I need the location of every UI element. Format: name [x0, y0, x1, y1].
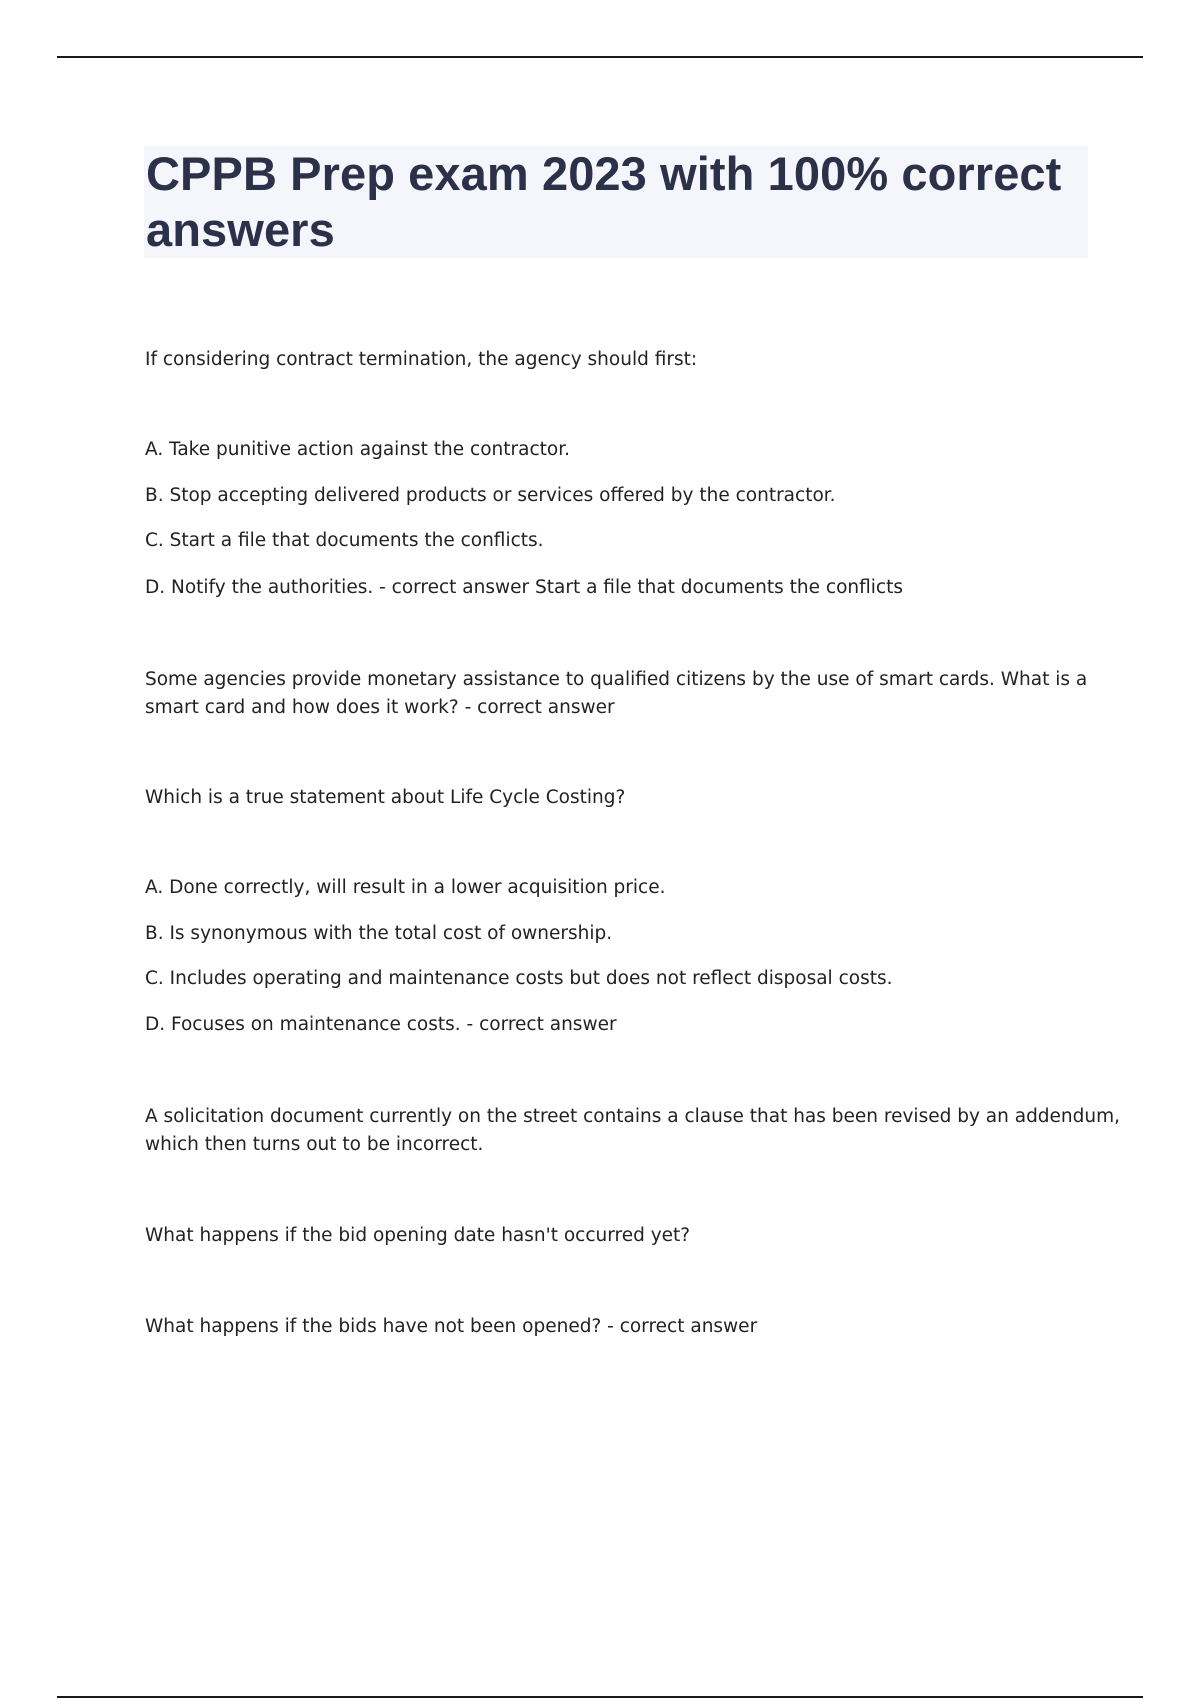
question-1-option-c: C. Start a file that documents the conflicts. — [145, 530, 544, 551]
question-4-subquestion-1: What happens if the bid opening date hasn't occurred yet? — [145, 1225, 691, 1246]
bottom-rule — [57, 1696, 1143, 1698]
question-3-text: Which is a true statement about Life Cycle Costing? — [145, 787, 626, 808]
top-rule — [57, 56, 1143, 58]
question-4-text-line-1: A solicitation document currently on the street contains a clause that has been revised by an addendum, — [145, 1106, 1121, 1127]
question-1-option-a: A. Take punitive action against the contractor. — [145, 439, 570, 460]
question-3-option-a: A. Done correctly, will result in a lower acquisition price. — [145, 877, 666, 898]
document-title: CPPB Prep exam 2023 with 100% correct answers — [146, 147, 1062, 256]
question-4-subquestion-2: What happens if the bids have not been opened? - correct answer — [145, 1316, 758, 1337]
question-3-option-b: B. Is synonymous with the total cost of ownership. — [145, 923, 613, 944]
title-banner — [144, 146, 1088, 258]
question-1-text: If considering contract termination, the agency should first: — [145, 349, 698, 370]
question-3-option-c: C. Includes operating and maintenance costs but does not reflect disposal costs. — [145, 968, 893, 989]
question-4-text-line-2: which then turns out to be incorrect. — [145, 1134, 484, 1155]
question-1-option-b: B. Stop accepting delivered products or services offered by the contractor. — [145, 485, 836, 506]
question-2-text-line-2: smart card and how does it work? - correct answer — [145, 697, 615, 718]
question-1-option-d: D. Notify the authorities. - correct answer Start a file that documents the conflicts — [145, 577, 903, 598]
question-2-text-line-1: Some agencies provide monetary assistance to qualified citizens by the use of smart cards. What is a — [145, 669, 1088, 690]
question-3-option-d: D. Focuses on maintenance costs. - correct answer — [145, 1014, 617, 1035]
